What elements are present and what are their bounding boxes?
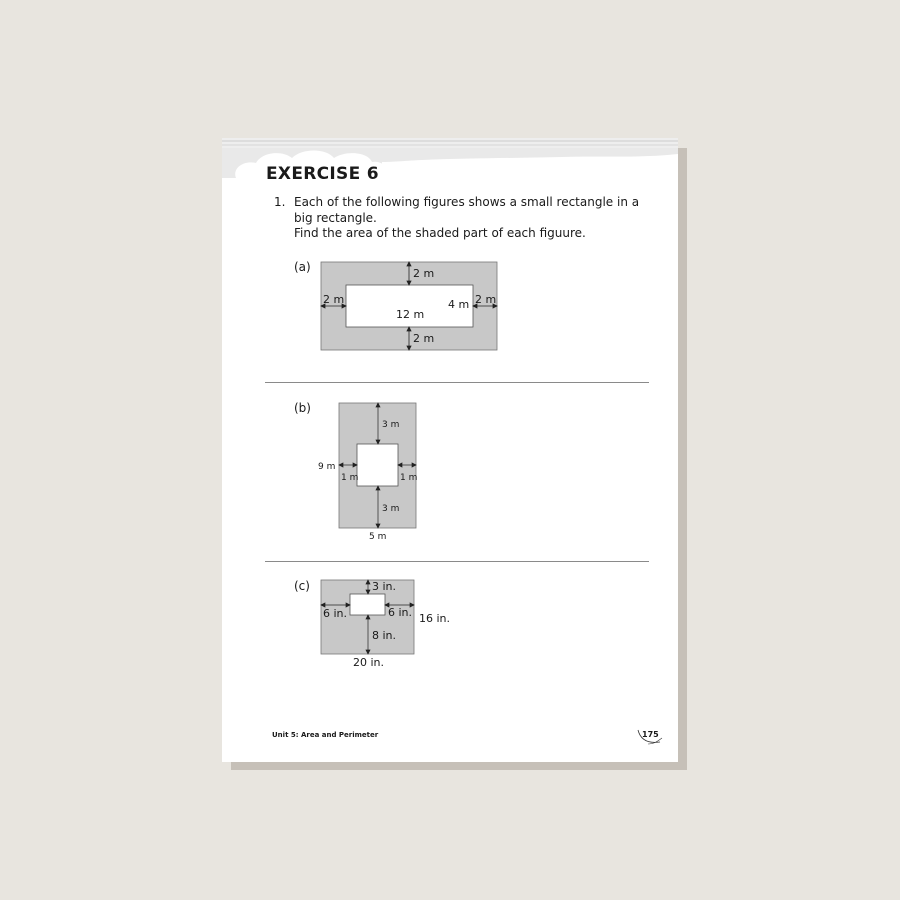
figure-b-width-dim: 5 m bbox=[369, 532, 387, 542]
figure-a-inner-width: 12 m bbox=[396, 308, 425, 321]
worksheet-page bbox=[222, 138, 678, 762]
figure-b-bottom-dim: 3 m bbox=[382, 504, 400, 514]
figure-b-left-dim: 1 m bbox=[341, 473, 359, 483]
page-corner-swoosh-icon bbox=[222, 138, 678, 762]
figure-c-right-dim: 6 in. bbox=[388, 606, 413, 619]
figure-c-label: (c) bbox=[294, 579, 310, 593]
exercise-title: EXERCISE 6 bbox=[266, 164, 379, 184]
figure-a-top-dim: 2 m bbox=[413, 267, 435, 280]
figure-c-width-dim: 20 in. bbox=[353, 656, 385, 669]
question-line-1: Each of the following figures shows a small rectangle in a bbox=[294, 195, 640, 209]
figure-c-height-dim: 16 in. bbox=[419, 612, 451, 625]
figure-b-top-dim: 3 m bbox=[382, 420, 400, 430]
figure-a-right-dim: 2 m bbox=[475, 293, 497, 306]
figure-a-label: (a) bbox=[294, 260, 311, 274]
figure-c-left-dim: 6 in. bbox=[323, 607, 348, 620]
figure-b-right-dim: 1 m bbox=[400, 473, 418, 483]
question-line-2: big rectangle. bbox=[294, 210, 377, 225]
figure-a-inner-height: 4 m bbox=[448, 298, 470, 311]
question-number: 1. bbox=[274, 195, 286, 209]
footer-unit-label: Unit 5: Area and Perimeter bbox=[272, 731, 379, 739]
page-number: 175 bbox=[642, 730, 659, 739]
figure-c-top-dim: 3 in. bbox=[372, 580, 397, 593]
figure-c-bottom-dim: 8 in. bbox=[372, 629, 397, 642]
figure-a-left-dim: 2 m bbox=[323, 293, 345, 306]
figure-a-bottom-dim: 2 m bbox=[413, 332, 435, 345]
question-line-3: Find the area of the shaded part of each figuure. bbox=[294, 226, 586, 240]
figure-b-label: (b) bbox=[294, 401, 311, 415]
figure-b-height-dim: 9 m bbox=[318, 462, 336, 472]
